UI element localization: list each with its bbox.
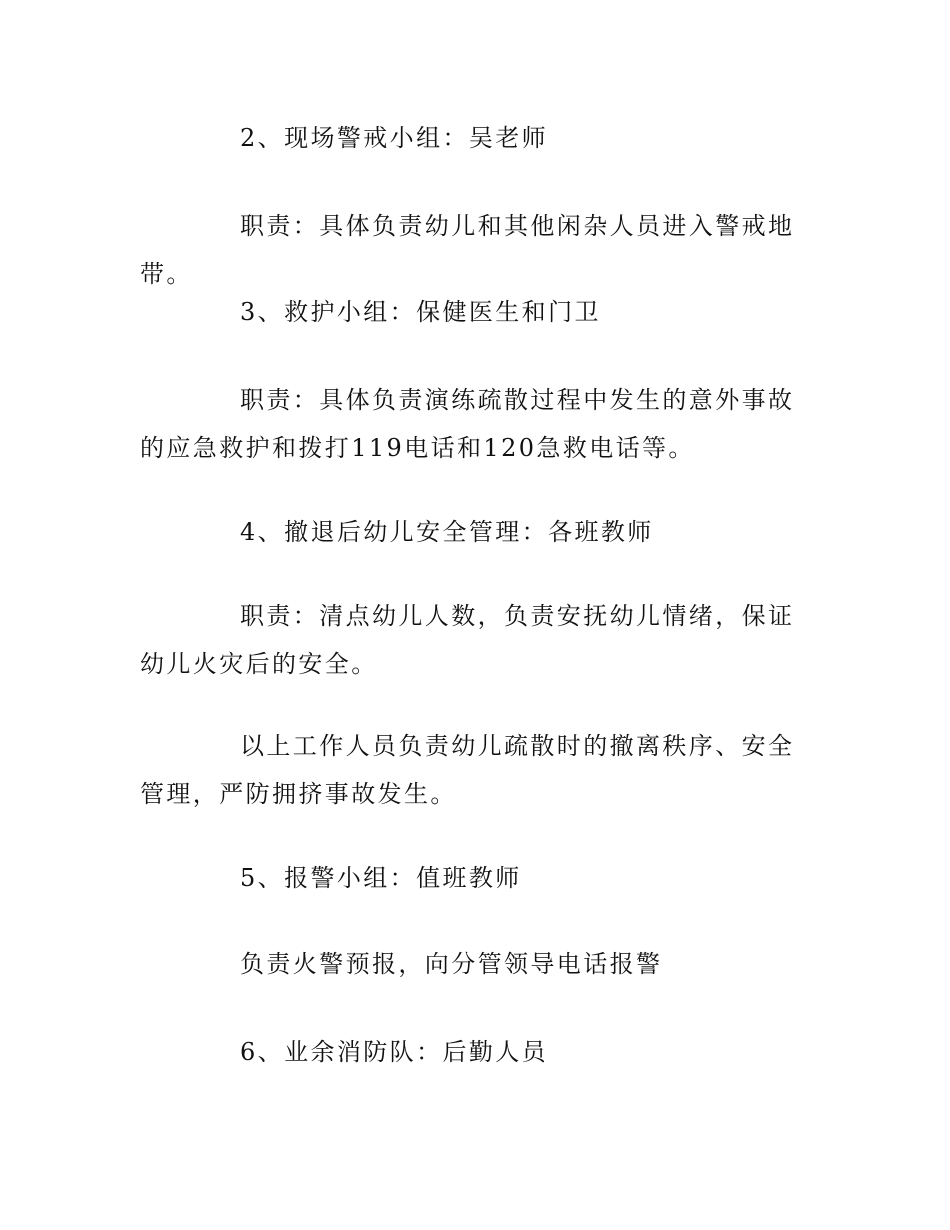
paragraph-post-evacuation-team: 4、撤退后幼儿安全管理：各班教师 xyxy=(240,518,654,546)
paragraph-alarm-duty: 负责火警预报，向分管领导电话报警 xyxy=(240,950,663,978)
paragraph-rescue-team: 3、救护小组：保健医生和门卫 xyxy=(240,298,601,326)
paragraph-fire-brigade: 6、业余消防队：后勤人员 xyxy=(240,1038,549,1066)
paragraph-alarm-team: 5、报警小组：值班教师 xyxy=(240,864,522,892)
paragraph-security-team: 2、现场警戒小组：吴老师 xyxy=(240,124,549,152)
paragraph-staff-summary: 以上工作人员负责幼儿疏散时的撤离秩序、安全管理，严防拥挤事故发生。 xyxy=(140,732,795,808)
paragraph-rescue-duty: 职责：具体负责演练疏散过程中发生的意外事故的应急救护和拨打119电话和120急救电话等。 xyxy=(140,386,795,462)
paragraph-post-evacuation-duty: 职责：清点幼儿人数，负责安抚幼儿情绪，保证幼儿火灾后的安全。 xyxy=(140,602,795,678)
paragraph-security-duty: 职责：具体负责幼儿和其他闲杂人员进入警戒地带。 xyxy=(140,212,795,288)
